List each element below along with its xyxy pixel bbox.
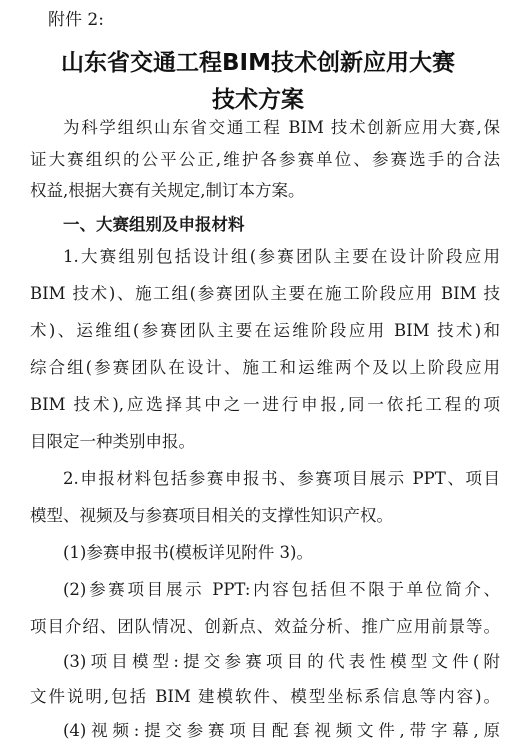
subitem-3-line: (3)项目模型:提交参赛项目的代表性模型文件(附	[63, 652, 500, 671]
intro-paragraph-line: 证大赛组织的公平公正,维护各参赛单位、参赛选手的合法	[30, 150, 500, 169]
item1-paragraph-line: BIM 技术)、施工组(参赛团队主要在施工阶段应用 BIM 技	[30, 284, 500, 303]
intro-paragraph-line: 为科学组织山东省交通工程 BIM 技术创新应用大赛,保	[63, 118, 500, 137]
item1-paragraph-line: 术)、运维组(参赛团队主要在运维阶段应用 BIM 技术)和	[30, 321, 500, 340]
item2-paragraph-line: 2.申报材料包括参赛申报书、参赛项目展示 PPT、项目	[63, 469, 500, 488]
section-heading: 一、大赛组别及申报材料	[63, 215, 245, 234]
item2-paragraph-line: 模型、视频及与参赛项目相关的支撑性知识产权。	[30, 506, 393, 525]
attachment-label: 附件 2:	[48, 10, 104, 30]
subitem-3-line: 文件说明,包括 BIM 建模软件、模型坐标系信息等内容)。	[30, 687, 500, 706]
document-subtitle: 技术方案	[212, 87, 304, 113]
item1-paragraph-line: 综合组(参赛团队在设计、施工和运维两个及以上阶段应用	[30, 358, 500, 377]
subitem-2-line: (2)参赛项目展示 PPT:内容包括但不限于单位简介、	[63, 580, 500, 599]
subitem-1-line: (1)参赛申报书(模板详见附件 3)。	[63, 543, 313, 562]
intro-paragraph-line: 权益,根据大赛有关规定,制订本方案。	[30, 181, 305, 200]
subitem-2-line: 项目介绍、团队情况、创新点、效益分析、推广应用前景等。	[30, 617, 500, 636]
document-title: 山东省交通工程BIM技术创新应用大赛	[61, 50, 455, 76]
subitem-4-line: (4)视频:提交参赛项目配套视频文件,带字幕,原	[63, 721, 500, 740]
item1-paragraph-line: 目限定一种类别申报。	[30, 432, 195, 451]
item1-paragraph-line: 1.大赛组别包括设计组(参赛团队主要在设计阶段应用	[63, 247, 500, 266]
item1-paragraph-line: BIM 技术),应选择其中之一进行申报,同一依托工程的项	[30, 395, 500, 414]
